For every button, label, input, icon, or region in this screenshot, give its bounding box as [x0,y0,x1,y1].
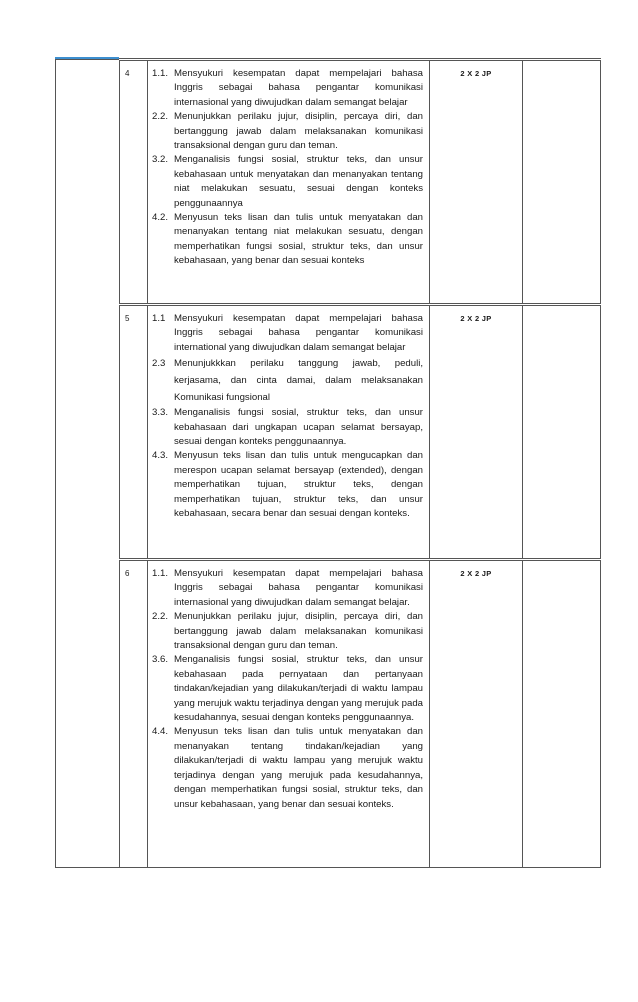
competency-text: Menyusun teks lisan dan tulis untuk mengucapkan dan merespon ucapan selamat bersayap (extended), dengan memperhatikan tujuan, struktur teks, dengan memperhatikan tujuan, struktur teks, dan unsur kebahasaan, secara benar dan sesuai dengan konteks. [174,450,423,520]
competency-code: 2.2. [152,611,169,623]
competency-item [152,67,423,110]
competency-code: 3.3. [152,407,169,419]
empty-cell [523,560,601,868]
competency-text: Menunjukkan perilaku jujur, disiplin, percaya diri, dan bertanggung jawab dalam melaksanakan komunikasi transaksional dengan guru dan teman. [174,611,423,652]
row-number: 6 [120,560,148,868]
competency-item [152,406,423,449]
competency-code: 3.6. [152,654,169,666]
competency-text: Menganalisis fungsi sosial, struktur teks, dan unsur kebahasaan pada pernyataan dan pertanyaan tindakan/kejadian yang dilakukan/terjadi di waktu lampau yang merujuk waktu terjadinya dengan yang merujuk pada kesudahannya, sesuai dengan konteks penggunaannya. [174,654,423,724]
competency-code: 1.1. [152,568,169,579]
competency-item [152,312,423,355]
competency-text: Menganalisis fungsi sosial, struktur teks, dan unsur kebahasaan dari ungkapan ucapan selamat bersayap, sesuai dengan konteks penggunaannya. [174,407,423,448]
competency-text: Menganalisis fungsi sosial, struktur teks, dan unsur kebahasaan untuk menyatakan dan menanyakan tentang niat melakukan sesuatu, sesuai dengan konteks penggunaannya [174,154,423,209]
competency-text: Menunjukkan perilaku jujur, disiplin, percaya diri, dan bertanggung jawab dalam melaksanakan komunikasi transaksional dengan guru dan teman. [174,111,423,152]
table-row [56,560,601,868]
competency-text: Mensyukuri kesempatan dapat mempelajari bahasa Inggris sebagai bahasa pengantar komunikasi international yang diwujudkan dalam semangat belajar [174,313,423,353]
competency-item [152,725,423,811]
time-allocation: 2 X 2 JP [430,560,523,868]
time-allocation: 2 X 2 JP [430,305,523,560]
row-number: 4 [120,60,148,305]
competency-item [152,653,423,725]
competency-code: 4.3. [152,450,169,462]
competency-code: 4.4. [152,726,169,738]
competency-item [152,110,423,153]
competency-table-container [55,58,600,868]
empty-cell [523,305,601,560]
left-column-cell [56,60,120,868]
competency-table [55,58,601,868]
competency-code: 4.2. [152,212,169,224]
competency-text: Menunjukkkan perilaku tanggung jawab, peduli, kerjasama, dan cinta damai, dalam melaksanakan Komunikasi fungsional [174,358,423,404]
competency-code: 1.1 [152,313,166,324]
competency-text: Menyusun teks lisan dan tulis untuk menyatakan dan menanyakan tentang niat melakukan sesuatu, dengan memperhatikan fungsi sosial, struktur teks, dan unsur kebahasaan, yang benar dan sesuai konteks [174,212,423,267]
competency-text: Menyusun teks lisan dan tulis untuk menyatakan dan menanyakan tentang tindakan/kejadian yang dilakukan/terjadi di waktu lampau yang merujuk waktu terjadinya dengan yang merujuk pada kesudahannya, dengan memperhatikan fungsi sosial, struktur teks, dan unsur kebahasaan, yang benar dan sesuai konteks. [174,726,423,810]
table-row [56,60,601,305]
competency-cell [148,560,430,868]
row-number: 5 [120,305,148,560]
competency-cell [148,305,430,560]
competency-text: Mensyukuri kesempatan dapat mempelajari bahasa Inggris sebagai bahasa pengantar komunikasi internasional yang diwujudkan dalam semangat belajar. [174,568,423,608]
competency-code: 2.2. [152,111,169,123]
competency-item [152,355,423,406]
competency-code: 1.1. [152,68,169,79]
competency-text: Mensyukuri kesempatan dapat mempelajari bahasa Inggris sebagai bahasa pengantar komunikasi internasional yang diwujudkan dalam semangat belajar [174,68,423,108]
competency-cell [148,60,430,305]
competency-item [152,610,423,653]
table-row [56,305,601,560]
competency-item [152,567,423,610]
competency-item [152,211,423,269]
competency-item [152,449,423,521]
empty-cell [523,60,601,305]
time-allocation: 2 X 2 JP [430,60,523,305]
competency-item [152,153,423,211]
competency-code: 3.2. [152,154,169,166]
competency-code: 2.3 [152,358,166,370]
